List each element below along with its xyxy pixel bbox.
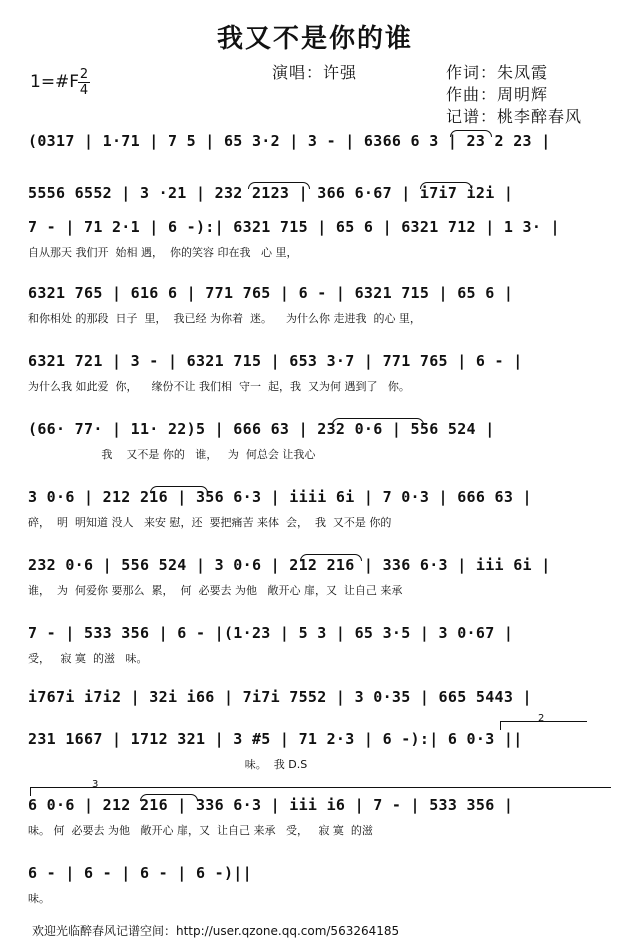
lyricist-credit: 作词：朱凤霞 (446, 65, 549, 82)
slur-mark (332, 418, 424, 425)
lyric-line: 自从那天 我们开 始相 遇， 你的笑容 印在我 心 里， (28, 246, 298, 259)
notation-line: (66· 77· | 11· 22)5 | 666 63 | 232 0·6 | 556 524 | (28, 420, 495, 438)
lyric-line: 为什么我 如此爱 你， 缘份不让 我们相 守一 起，我 又为何 遇到了 你。 (28, 380, 410, 393)
notation-line: 3 0·6 | 212 216 | 356 6·3 | iiii 6i | 7 0·3 | 666 63 | (28, 488, 532, 506)
key-signature: 1=#F (30, 72, 80, 92)
lyric-line: 味。 我 D.S (28, 758, 308, 771)
slur-mark (150, 486, 208, 493)
notation-line: 232 0·6 | 556 524 | 3 0·6 | 212 216 | 336 6·3 | iii 6i | (28, 556, 551, 574)
notation-line: (0317 | 1·71 | 7 5 | 65 3·2 | 3 - | 6366 6 3 | 23 2 23 | (28, 132, 551, 150)
notation-line: 6 - | 6 - | 6 - | 6 -)|| (28, 864, 252, 882)
slur-mark (450, 130, 492, 137)
lyric-line: 受， 寂 寞 的滋 味。 (28, 652, 148, 665)
notation-line: 7 - | 71 2·1 | 6 -):| 6321 715 | 65 6 | 6321 712 | 1 3· | (28, 218, 560, 236)
slur-mark (248, 182, 310, 189)
singer-credit: 演唱：许强 (272, 65, 358, 82)
slur-mark (300, 554, 362, 561)
lyric-line: 和你相处 的那段 日子 里， 我已经 为你着 迷。 为什么你 走进我 的心 里， (28, 312, 421, 325)
volta-number: 2 (538, 713, 545, 724)
slur-mark (420, 182, 472, 189)
slur-mark (140, 794, 198, 801)
notation-line: 5556 6552 | 3 ·21 | 232 2123 | 366 6·67 | i7i7 i2i | (28, 184, 514, 202)
lyric-line: 我 又不是 你的 谁， 为 何总会 让我心 (28, 448, 316, 461)
notation-line: 231 1667 | 1712 321 | 3 #5 | 71 2·3 | 6 -):| 6 0·3 || (28, 730, 523, 748)
lyric-line: 味。 (28, 892, 50, 905)
time-signature-top: 2 (79, 67, 89, 82)
time-signature-bottom: 4 (79, 83, 89, 98)
notation-line: 6321 721 | 3 - | 6321 715 | 653 3·7 | 771 765 | 6 - | (28, 352, 523, 370)
notation-line: 7 - | 533 356 | 6 - |(1·23 | 5 3 | 65 3·5 | 3 0·67 | (28, 624, 514, 642)
footer-text: 欢迎光临醉春风记谱空间：http://user.qzone.qq.com/563264185 (32, 924, 400, 938)
notation-line: 6321 765 | 616 6 | 771 765 | 6 - | 6321 715 | 65 6 | (28, 284, 514, 302)
volta-bracket (30, 787, 611, 796)
notation-line: i767i i7i2 | 32i i66 | 7i7i 7552 | 3 0·35 | 665 5443 | (28, 688, 532, 706)
transcriber-credit: 记谱：桃李醉春风 (446, 109, 583, 126)
composer-credit: 作曲：周明辉 (446, 87, 549, 104)
song-title: 我又不是你的谁 (216, 24, 413, 53)
volta-number: 3 (92, 779, 99, 790)
notation-line: 6 0·6 | 212 216 | 336 6·3 | iii i6 | 7 - | 533 356 | (28, 796, 514, 814)
time-signature (78, 68, 90, 97)
lyric-line: 谁， 为 何爱你 要那么 累， 何 必要去 为他 敞开心 扉，又 让自己 来承 (28, 584, 403, 597)
lyric-line: 味。 何 必要去 为他 敞开心 扉，又 让自己 来承 受， 寂 寞 的滋 (28, 824, 373, 837)
lyric-line: 碎， 明 明知道 没人 来安 慰，还 要把痛苦 来体 会， 我 又不是 你的 (28, 516, 392, 529)
